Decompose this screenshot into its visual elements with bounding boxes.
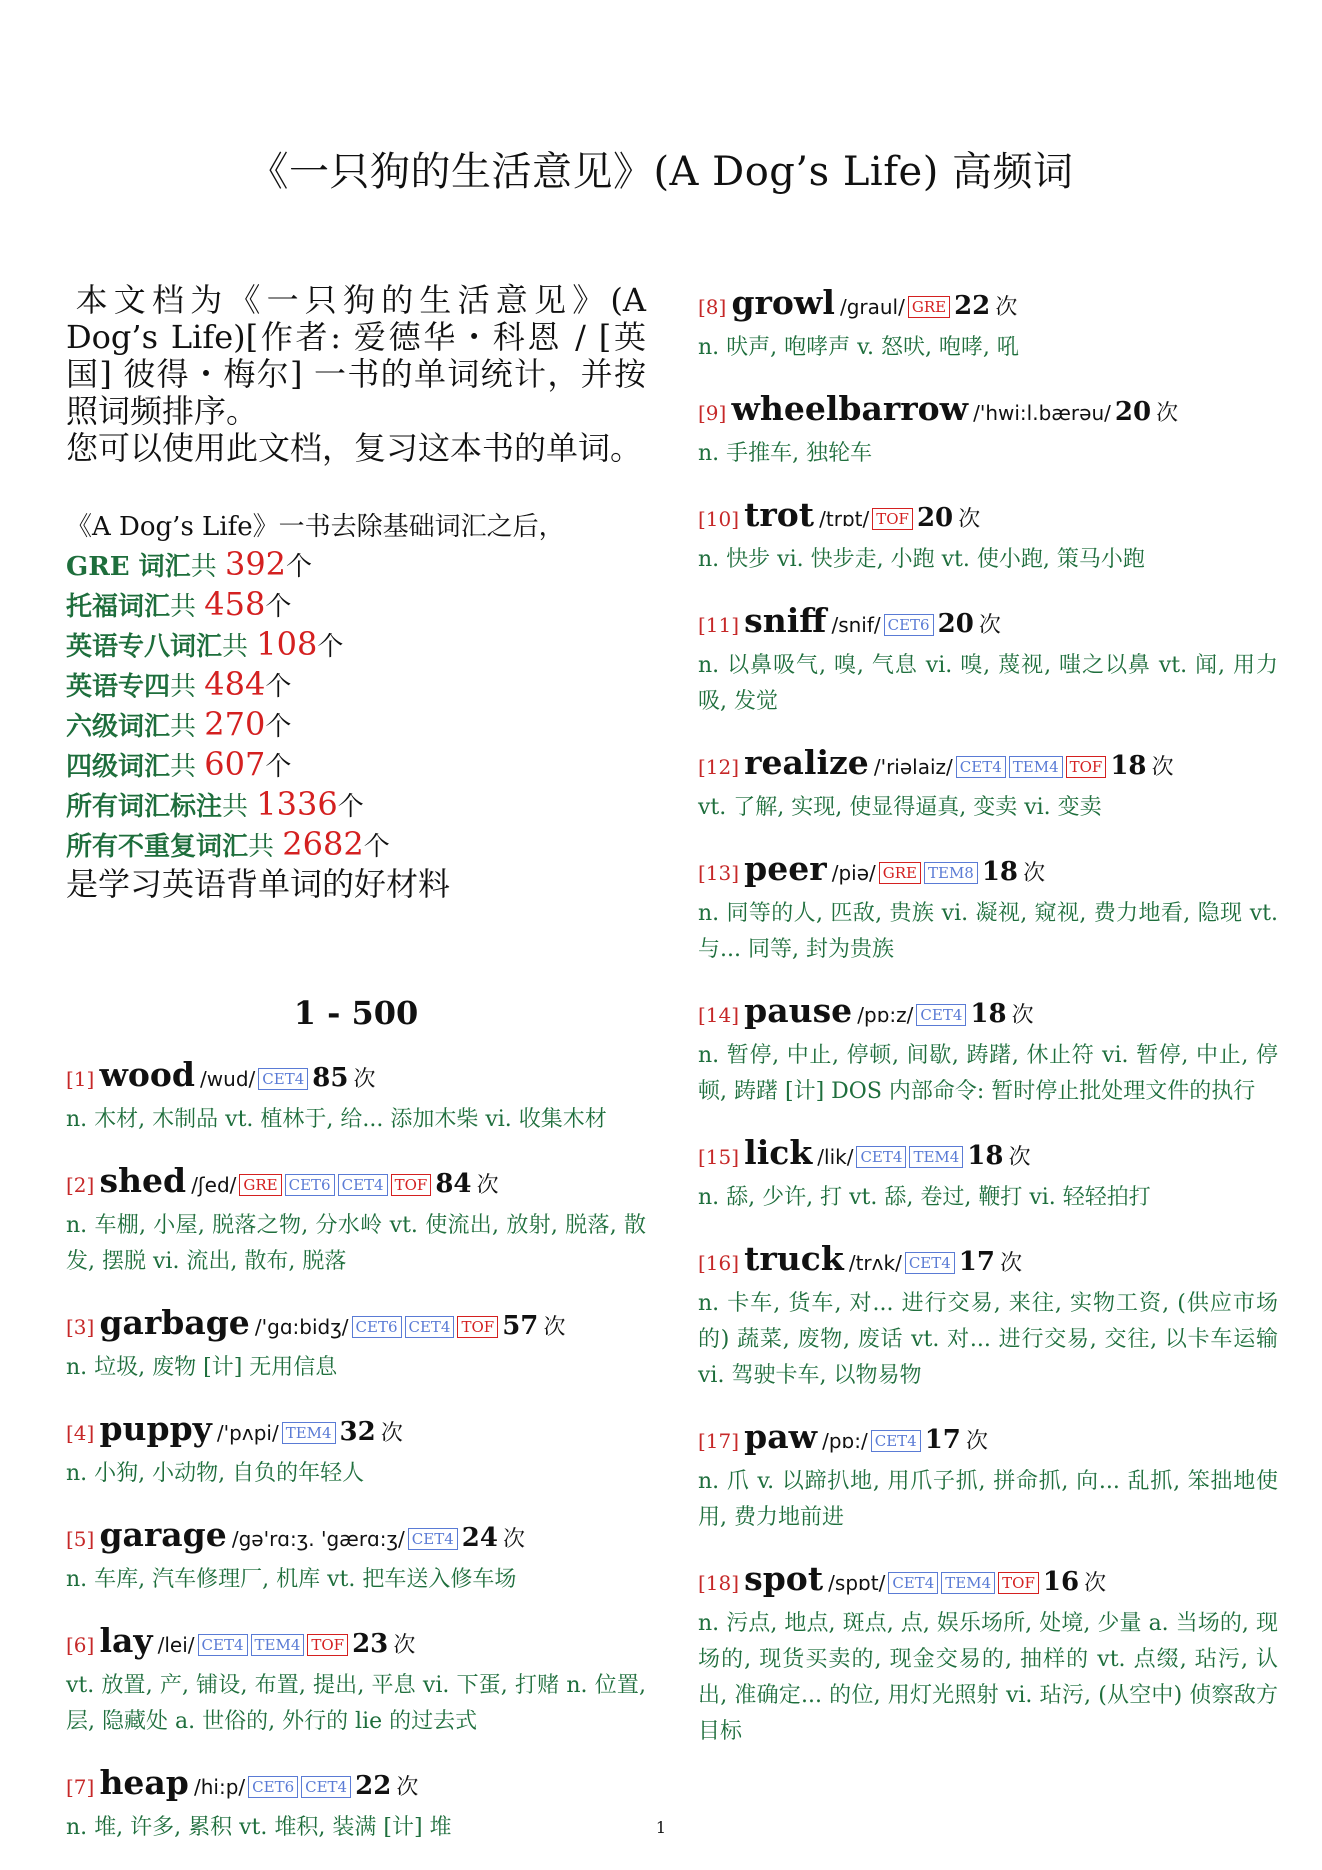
entry-header bbox=[66, 1620, 646, 1668]
entry-header bbox=[66, 1514, 646, 1562]
entry-word: trot bbox=[744, 495, 815, 534]
entry-index: [3] bbox=[66, 1315, 95, 1339]
word-list-left bbox=[66, 1054, 646, 1846]
exam-tag-badge: TOF bbox=[998, 1572, 1039, 1594]
entry-count: 16 bbox=[1042, 1567, 1080, 1597]
right-column bbox=[698, 282, 1278, 1772]
count-suffix: 次 bbox=[503, 1527, 526, 1552]
stat-label: 英语专四 bbox=[66, 672, 171, 702]
entry-count: 22 bbox=[355, 1771, 392, 1801]
entry-definition: n. 舔, 少许, 打 vt. 舔, 卷过, 鞭打 vi. 轻轻拍打 bbox=[698, 1185, 1151, 1210]
exam-tag-badge: CET4 bbox=[856, 1146, 906, 1168]
stat-number: 607 bbox=[204, 745, 266, 783]
entry-count: 24 bbox=[461, 1523, 498, 1553]
exam-tag-badge: CET4 bbox=[301, 1776, 351, 1798]
count-suffix: 次 bbox=[995, 295, 1018, 320]
stat-label: GRE 词汇 bbox=[66, 552, 191, 582]
exam-tag-badge: TOF bbox=[391, 1174, 432, 1196]
stats-tail: 是学习英语背单词的好材料 bbox=[66, 865, 451, 903]
exam-tag-badge: TEM4 bbox=[251, 1634, 305, 1656]
entry-count: 57 bbox=[502, 1311, 539, 1341]
entry-definition: n. 车棚, 小屋, 脱落之物, 分水岭 vt. 使流出, 放射, 脱落, 散发, 摆脱 vi. 流出, 散布, 脱落 bbox=[66, 1213, 646, 1274]
entry-header bbox=[698, 1132, 1278, 1180]
entry-word: heap bbox=[99, 1763, 189, 1802]
entry-definition: n. 木材, 木制品 vt. 植林于, 给... 添加木柴 vi. 收集木材 bbox=[66, 1107, 607, 1132]
exam-tag-badge: CET4 bbox=[905, 1252, 955, 1274]
stat-unit: 个 bbox=[286, 552, 313, 582]
stat-number: 484 bbox=[204, 665, 266, 703]
entry-count: 18 bbox=[981, 857, 1019, 887]
stat-row bbox=[66, 706, 646, 746]
entry-word: realize bbox=[744, 743, 869, 782]
entry-word: garage bbox=[99, 1515, 227, 1554]
entry-count: 22 bbox=[954, 291, 991, 321]
entry-phonetic: /piə/ bbox=[831, 861, 876, 885]
stat-row bbox=[66, 546, 646, 586]
entry-index: [11] bbox=[698, 613, 740, 637]
entry-index: [1] bbox=[66, 1067, 95, 1091]
exam-tag-badge: TEM4 bbox=[941, 1572, 995, 1594]
stat-row bbox=[66, 586, 646, 626]
entry-header bbox=[66, 1762, 646, 1810]
entry-definition: vt. 放置, 产, 铺设, 布置, 提出, 平息 vi. 下蛋, 打赌 n. 位置, 层, 隐藏处 a. 世俗的, 外行的 lie 的过去式 bbox=[66, 1673, 646, 1734]
entry-word: wheelbarrow bbox=[731, 389, 969, 428]
stat-row bbox=[66, 666, 646, 706]
exam-tag-badge: CET6 bbox=[884, 614, 934, 636]
stat-label: 托福词汇 bbox=[66, 592, 171, 622]
entry-header bbox=[698, 1558, 1278, 1606]
entry-index: [18] bbox=[698, 1571, 740, 1595]
exam-tag-badge: GRE bbox=[239, 1174, 281, 1196]
stat-number: 1336 bbox=[256, 785, 338, 823]
entry-header bbox=[66, 1302, 646, 1350]
stat-prefix: 共 bbox=[222, 632, 257, 662]
entry-header bbox=[698, 990, 1278, 1038]
stat-row bbox=[66, 826, 646, 866]
stat-unit: 个 bbox=[265, 752, 292, 782]
entry-word: paw bbox=[744, 1417, 818, 1456]
count-suffix: 次 bbox=[393, 1633, 416, 1658]
entry-count: 17 bbox=[958, 1247, 995, 1277]
entry-header bbox=[698, 282, 1278, 330]
intro-paragraph-1: 本文档为《一只狗的生活意见》(A Dog’s Life)[作者: 爱德华・科恩 / [英国] 彼得・梅尔] 一书的单词统计，并按照词频排序。 bbox=[66, 281, 646, 430]
entry-phonetic: /'hwi:l.bærəu/ bbox=[973, 401, 1111, 425]
entry-word: growl bbox=[731, 283, 835, 322]
entry-count: 20 bbox=[1114, 397, 1152, 427]
stat-prefix: 共 bbox=[170, 592, 205, 622]
exam-tag-badge: CET4 bbox=[198, 1634, 248, 1656]
stat-prefix: 共 bbox=[170, 672, 205, 702]
exam-tag-badge: TOF bbox=[1066, 756, 1107, 778]
word-entry bbox=[698, 990, 1278, 1110]
entry-count: 84 bbox=[435, 1169, 472, 1199]
entry-word: lick bbox=[744, 1133, 813, 1172]
vocab-stats bbox=[66, 509, 646, 902]
word-entry bbox=[698, 848, 1278, 968]
entry-header bbox=[698, 388, 1278, 436]
count-suffix: 次 bbox=[380, 1421, 403, 1446]
word-entry bbox=[66, 1054, 646, 1138]
stat-prefix: 共 bbox=[248, 832, 283, 862]
entry-index: [4] bbox=[66, 1421, 95, 1445]
count-suffix: 次 bbox=[1156, 401, 1179, 426]
stat-number: 392 bbox=[224, 545, 287, 583]
stat-label: 所有词汇标注 bbox=[66, 792, 223, 822]
page-title: 《一只狗的生活意见》(A Dog’s Life) 高频词 bbox=[248, 149, 1074, 195]
entry-word: pause bbox=[744, 991, 853, 1030]
range-heading: 1 - 500 bbox=[293, 994, 419, 1032]
entry-count: 18 bbox=[970, 999, 1007, 1029]
word-entry bbox=[698, 494, 1278, 578]
stat-number: 2682 bbox=[282, 825, 364, 863]
entry-phonetic: /graul/ bbox=[839, 295, 905, 319]
stat-label: 六级词汇 bbox=[66, 712, 171, 742]
entry-definition: n. 快步 vi. 快步走, 小跑 vt. 使小跑, 策马小跑 bbox=[698, 547, 1145, 572]
entry-count: 23 bbox=[352, 1629, 389, 1659]
entry-index: [8] bbox=[698, 295, 727, 319]
exam-tag-badge: CET4 bbox=[258, 1068, 308, 1090]
entry-phonetic: /trʌk/ bbox=[848, 1251, 902, 1275]
exam-tag-badge: CET4 bbox=[405, 1316, 455, 1338]
stat-label: 英语专八词汇 bbox=[66, 632, 223, 662]
entry-definition: n. 垃圾, 废物 [计] 无用信息 bbox=[66, 1355, 338, 1380]
entry-phonetic: /'riəlaiz/ bbox=[873, 755, 953, 779]
entry-word: lay bbox=[99, 1621, 153, 1660]
entry-index: [10] bbox=[698, 507, 740, 531]
entry-phonetic: /pɒ:/ bbox=[822, 1429, 868, 1453]
entry-phonetic: /lik/ bbox=[817, 1145, 854, 1169]
entry-definition: n. 手推车, 独轮车 bbox=[698, 441, 873, 466]
stat-number: 458 bbox=[204, 585, 266, 623]
entry-definition: n. 暂停, 中止, 停顿, 间歇, 踌躇, 休止符 vi. 暂停, 中止, 停顿, 踌躇 [计] DOS 内部命令: 暂时停止批处理文件的执行 bbox=[698, 1043, 1278, 1104]
entry-phonetic: /lei/ bbox=[157, 1633, 195, 1657]
entry-count: 20 bbox=[916, 503, 954, 533]
count-suffix: 次 bbox=[476, 1173, 499, 1198]
entry-word: garbage bbox=[99, 1303, 250, 1342]
word-entry bbox=[698, 1238, 1278, 1394]
left-column bbox=[66, 282, 646, 1868]
exam-tag-badge: TOF bbox=[307, 1634, 348, 1656]
entry-definition: n. 污点, 地点, 斑点, 点, 娱乐场所, 处境, 少量 a. 当场的, 现场的, 现货买卖的, 现金交易的, 抽样的 vt. 点缀, 玷污, 认出, 准确定... 的位, 用灯光照射 vi. 玷污, (从空中) 侦察敌方目标 bbox=[698, 1611, 1278, 1744]
word-list-right bbox=[698, 282, 1278, 1750]
entry-definition: n. 爪 v. 以蹄扒地, 用爪子抓, 拼命抓, 向... 乱抓, 笨拙地使用, 费力地前进 bbox=[698, 1469, 1278, 1530]
exam-tag-badge: CET6 bbox=[248, 1776, 298, 1798]
entry-index: [12] bbox=[698, 755, 740, 779]
entry-index: [15] bbox=[698, 1145, 740, 1169]
stat-prefix: 共 bbox=[222, 792, 257, 822]
exam-tag-badge: GRE bbox=[879, 862, 921, 884]
entry-phonetic: /'gɑ:bidʒ/ bbox=[254, 1315, 349, 1339]
stat-unit: 个 bbox=[265, 672, 292, 702]
count-suffix: 次 bbox=[353, 1067, 376, 1092]
entry-header bbox=[698, 848, 1278, 896]
stat-unit: 个 bbox=[265, 592, 292, 622]
entry-header bbox=[66, 1408, 646, 1456]
exam-tag-badge: TEM8 bbox=[924, 862, 978, 884]
stat-prefix: 共 bbox=[170, 712, 205, 742]
entry-header bbox=[698, 1416, 1278, 1464]
entry-definition: n. 吠声, 咆哮声 v. 怒吠, 咆哮, 吼 bbox=[698, 335, 1019, 360]
exam-tag-badge: CET6 bbox=[352, 1316, 402, 1338]
entry-header bbox=[66, 1160, 646, 1208]
entry-count: 85 bbox=[312, 1063, 349, 1093]
count-suffix: 次 bbox=[543, 1315, 566, 1340]
word-entry bbox=[66, 1620, 646, 1740]
word-entry bbox=[698, 742, 1278, 826]
exam-tag-badge: CET6 bbox=[285, 1174, 335, 1196]
entry-phonetic: /'pʌpi/ bbox=[216, 1421, 279, 1445]
count-suffix: 次 bbox=[1008, 1145, 1031, 1170]
entry-header bbox=[698, 600, 1278, 648]
word-entry bbox=[698, 282, 1278, 366]
stat-unit: 个 bbox=[317, 632, 344, 662]
entry-word: sniff bbox=[744, 601, 827, 640]
exam-tag-badge: TEM4 bbox=[1009, 756, 1063, 778]
entry-phonetic: /snif/ bbox=[831, 613, 881, 637]
entry-index: [5] bbox=[66, 1527, 95, 1551]
entry-count: 32 bbox=[339, 1417, 376, 1447]
entry-index: [16] bbox=[698, 1251, 740, 1275]
entry-definition: n. 车库, 汽车修理厂, 机库 vt. 把车送入修车场 bbox=[66, 1567, 517, 1592]
intro-paragraph-2: 您可以使用此文档，复习这本书的单词。 bbox=[66, 429, 643, 467]
word-entry bbox=[66, 1514, 646, 1598]
entry-count: 17 bbox=[924, 1425, 961, 1455]
word-entry bbox=[698, 1416, 1278, 1536]
exam-tag-badge: CET4 bbox=[888, 1572, 938, 1594]
entry-index: [13] bbox=[698, 861, 740, 885]
count-suffix: 次 bbox=[1000, 1251, 1023, 1276]
page-number: 1 bbox=[655, 1818, 667, 1837]
entry-index: [7] bbox=[66, 1775, 95, 1799]
count-suffix: 次 bbox=[966, 1429, 989, 1454]
exam-tag-badge: CET4 bbox=[408, 1528, 458, 1550]
count-suffix: 次 bbox=[1151, 755, 1174, 780]
word-entry bbox=[698, 1558, 1278, 1750]
stat-unit: 个 bbox=[265, 712, 292, 742]
word-entry bbox=[698, 388, 1278, 472]
stat-row bbox=[66, 746, 646, 786]
entry-word: peer bbox=[744, 849, 827, 888]
stat-unit: 个 bbox=[337, 792, 364, 822]
entry-definition: n. 同等的人, 匹敌, 贵族 vi. 凝视, 窥视, 费力地看, 隐现 vt. 与... 同等, 封为贵族 bbox=[698, 901, 1278, 962]
count-suffix: 次 bbox=[396, 1775, 419, 1800]
exam-tag-badge: GRE bbox=[908, 296, 950, 318]
stat-number: 270 bbox=[204, 705, 266, 743]
entry-header bbox=[66, 1054, 646, 1102]
exam-tag-badge: CET4 bbox=[338, 1174, 388, 1196]
count-suffix: 次 bbox=[958, 507, 981, 532]
entry-definition: n. 堆, 许多, 累积 vt. 堆积, 装满 [计] 堆 bbox=[66, 1815, 452, 1840]
entry-phonetic: /ʃed/ bbox=[191, 1173, 237, 1197]
word-entry bbox=[66, 1408, 646, 1492]
word-entry bbox=[698, 1132, 1278, 1216]
exam-tag-badge: TOF bbox=[457, 1316, 498, 1338]
count-suffix: 次 bbox=[1011, 1003, 1034, 1028]
entry-header bbox=[698, 742, 1278, 790]
count-suffix: 次 bbox=[978, 613, 1001, 638]
entry-definition: n. 以鼻吸气, 嗅, 气息 vi. 嗅, 蔑视, 嗤之以鼻 vt. 闻, 用力吸, 发觉 bbox=[698, 653, 1278, 714]
entry-word: wood bbox=[99, 1055, 195, 1094]
exam-tag-badge: TEM4 bbox=[282, 1422, 336, 1444]
entry-word: truck bbox=[744, 1239, 844, 1278]
stat-number: 108 bbox=[256, 625, 318, 663]
entry-header bbox=[698, 1238, 1278, 1286]
entry-index: [6] bbox=[66, 1633, 95, 1657]
entry-count: 20 bbox=[937, 609, 974, 639]
exam-tag-badge: CET4 bbox=[916, 1004, 966, 1026]
entry-definition: vt. 了解, 实现, 使显得逼真, 变卖 vi. 变卖 bbox=[698, 795, 1102, 820]
intro bbox=[66, 282, 646, 467]
entry-index: [2] bbox=[66, 1173, 95, 1197]
stats-lead: 《A Dog’s Life》一书去除基础词汇之后， bbox=[66, 512, 565, 542]
stat-label: 四级词汇 bbox=[66, 752, 171, 782]
word-entry bbox=[66, 1160, 646, 1280]
exam-tag-badge: TEM4 bbox=[909, 1146, 963, 1168]
entry-word: puppy bbox=[99, 1409, 212, 1448]
entry-count: 18 bbox=[1110, 751, 1147, 781]
entry-phonetic: /wud/ bbox=[200, 1067, 256, 1091]
entry-phonetic: /hi:p/ bbox=[193, 1775, 246, 1799]
stat-label: 所有不重复词汇 bbox=[66, 832, 249, 862]
word-entry bbox=[66, 1302, 646, 1386]
exam-tag-badge: CET4 bbox=[956, 756, 1006, 778]
count-suffix: 次 bbox=[1084, 1571, 1107, 1596]
exam-tag-badge: TOF bbox=[872, 508, 913, 530]
entry-word: shed bbox=[99, 1161, 187, 1200]
entry-phonetic: /gə'rɑ:ʒ. 'gærɑ:ʒ/ bbox=[231, 1527, 405, 1551]
entry-phonetic: /spɒt/ bbox=[828, 1571, 886, 1595]
stat-row bbox=[66, 786, 646, 826]
entry-index: [17] bbox=[698, 1429, 740, 1453]
entry-index: [9] bbox=[698, 401, 727, 425]
word-entry bbox=[698, 600, 1278, 720]
entry-phonetic: /pɒ:z/ bbox=[857, 1003, 914, 1027]
exam-tag-badge: CET4 bbox=[871, 1430, 921, 1452]
count-suffix: 次 bbox=[1023, 861, 1046, 886]
entry-index: [14] bbox=[698, 1003, 740, 1027]
entry-definition: n. 卡车, 货车, 对... 进行交易, 来往, 实物工资, (供应市场的) 蔬菜, 废物, 废话 vt. 对... 进行交易, 交往, 以卡车运输 vi. 驾驶卡车, 以物易物 bbox=[698, 1291, 1278, 1388]
stat-prefix: 共 bbox=[170, 752, 205, 782]
stat-prefix: 共 bbox=[190, 552, 225, 582]
entry-definition: n. 小狗, 小动物, 自负的年轻人 bbox=[66, 1461, 365, 1486]
entry-header bbox=[698, 494, 1278, 542]
stat-row bbox=[66, 626, 646, 666]
entry-word: spot bbox=[744, 1559, 824, 1598]
entry-count: 18 bbox=[967, 1141, 1004, 1171]
stat-unit: 个 bbox=[363, 832, 390, 862]
entry-phonetic: /trɒt/ bbox=[819, 507, 870, 531]
